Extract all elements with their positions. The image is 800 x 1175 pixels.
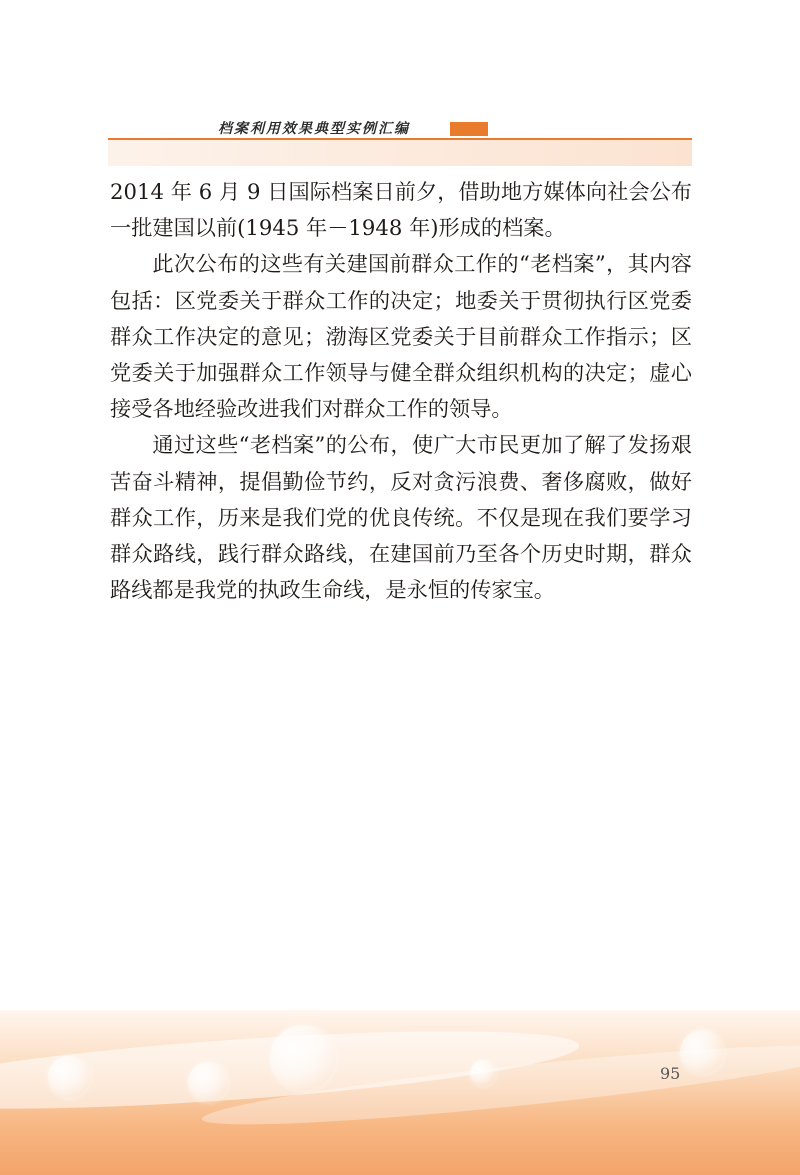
paragraph-2: 此次公布的这些有关建国前群众工作的“老档案”，其内容包括：区党委关于群众工作的决定；地委关于贯彻执行区党委群众工作决定的意见；渤海区党委关于目前群众工作指示；区党委关于加强群众工作领导与健全群众组织机构的决定；虚心接受各地经验改进我们对群众工作的领导。 xyxy=(110,251,692,422)
header-accent-tab xyxy=(450,122,488,136)
footer-decoration xyxy=(0,1010,800,1175)
paragraph-3: 通过这些“老档案”的公布，使广大市民更加了解了发扬艰苦奋斗精神，提倡勤俭节约，反对贪污浪费、奢侈腐败，做好群众工作，历来是我们党的优良传统。不仅是现在我们要学习群众路线，践行群众路线，在建国前乃至各个历史时期，群众路线都是我党的执政生命线，是永恒的传家宝。 xyxy=(110,432,692,603)
footer-bubble xyxy=(470,1060,496,1086)
footer-bubble xyxy=(188,1062,228,1102)
header-band xyxy=(108,140,692,166)
page-header xyxy=(108,116,692,166)
page-number: 95 xyxy=(660,1064,681,1083)
paragraph-1: 2014 年 6 月 9 日国际档案日前夕，借助地方媒体向社会公布一批建国以前(1945 年－1948 年)形成的档案。 xyxy=(110,179,692,241)
footer-bubble xyxy=(270,1025,336,1091)
footer-bubble xyxy=(48,1056,90,1098)
body-text xyxy=(110,174,692,608)
footer-bubble xyxy=(680,1030,724,1074)
running-header-title: 档案利用效果典型实例汇编 xyxy=(218,121,410,137)
